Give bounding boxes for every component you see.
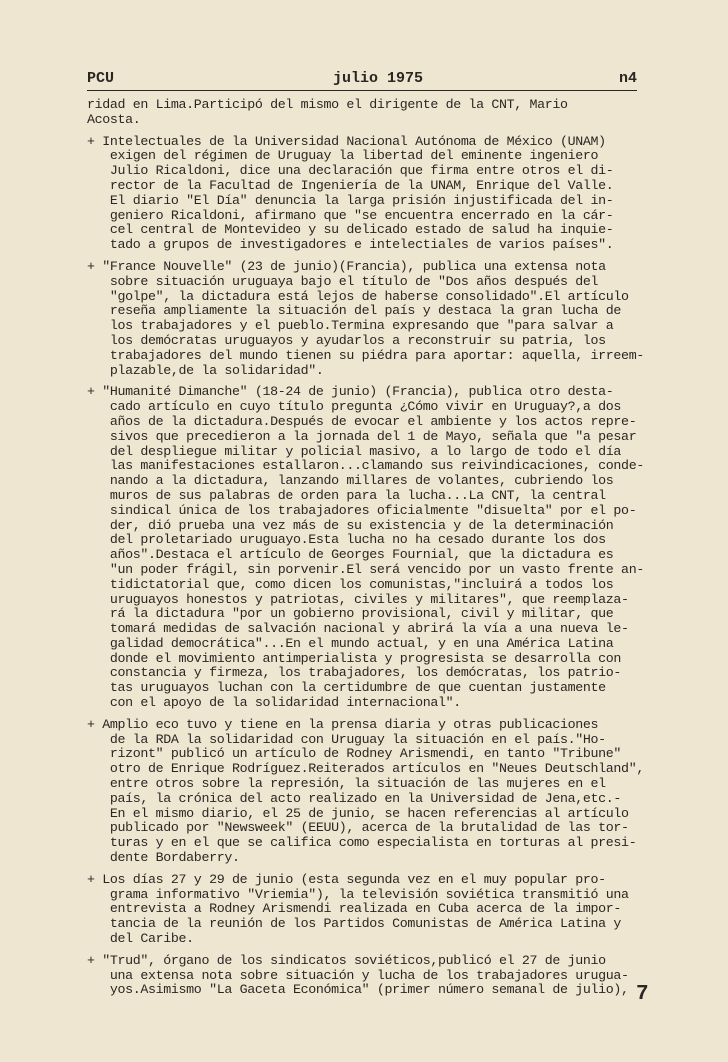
text-line: sobre situación uruguaya bajo el título de "Dos años después del: [87, 273, 599, 289]
news-item: [87, 718, 647, 866]
paragraph-continuation: [87, 98, 647, 128]
news-item: [87, 260, 647, 378]
text-line: reseña ampliamente la situación del país y destaca la gran lucha de: [87, 303, 622, 319]
text-line: + "France Nouvelle" (23 de junio)(Francia), publica una extensa nota: [87, 258, 606, 274]
text-line: cel central de Montevideo y su delicado estado de salud ha inquie-: [87, 222, 614, 238]
text-line: + "Trud", órgano de los sindicatos soviéticos,publicó el 27 de junio: [87, 952, 606, 968]
news-item: [87, 873, 647, 947]
text-line: plazable,de la solidaridad".: [87, 362, 324, 378]
text-line: otro de Enrique Rodríguez.Reiterados artículos en "Neues Deutschland",: [87, 761, 644, 777]
text-line: los demócratas uruguayos y ayudarlos a reconstruir su patria, los: [87, 332, 606, 348]
header-date: julio 1975: [333, 70, 424, 87]
text-line: + Intelectuales de la Universidad Nacional Autónoma de México (UNAM): [87, 133, 606, 149]
text-line: "golpe", la dictadura está lejos de haberse consolidado".El artículo: [87, 288, 629, 304]
text-line: entre otros sobre la represión, la situación de las mujeres en el: [87, 776, 606, 792]
text-line: del Caribe.: [87, 931, 194, 947]
text-line: tomará medidas de salvación nacional y abrirá la vía a una nueva le-: [87, 621, 629, 637]
page-number: 7: [636, 983, 649, 1006]
header-rule: [87, 90, 637, 91]
text-line: galidad democrática"...En el mundo actual, y en una América Latina: [87, 635, 614, 651]
text-line: país, la crónica del acto realizado en la Universidad de Jena,etc.-: [87, 790, 622, 806]
article-body: [87, 98, 647, 998]
news-item: [87, 385, 647, 711]
text-line: muros de sus palabras de orden para la lucha...La CNT, la central: [87, 487, 606, 503]
text-line: tancia de la reunión de los Partidos Comunistas de América Latina y: [87, 916, 622, 932]
text-line: El diario "El Día" denuncia la larga prisión injustificada del in-: [87, 192, 614, 208]
text-line: En el mismo diario, el 25 de junio, se hacen referencias al artículo: [87, 805, 629, 821]
text-line: tado a grupos de investigadores e intelectiales de varios países".: [87, 237, 614, 253]
text-line: tas uruguayos luchan con la certidumbre de que cuentan justamente: [87, 680, 606, 696]
text-line: trabajadores del mundo tienen su piédra para aportar: aquella, irreem-: [87, 347, 644, 363]
page-header: [87, 70, 637, 92]
text-line: "un poder frágil, sin porvenir.El será vencido por un vasto frente an-: [87, 561, 644, 577]
text-line: entrevista a Rodney Arismendi realizada en Cuba acerca de la impor-: [87, 901, 622, 917]
text-line: dente Bordaberry.: [87, 850, 240, 866]
text-line: del proletariado uruguayo.Esta lucha no ha cesado durante los dos: [87, 532, 606, 548]
text-line: publicado por "Newsweek" (EEUU), acerca de la brutalidad de las tor-: [87, 820, 629, 836]
text-line: rá la dictadura "por un gobierno provisional, civil y militar, que: [87, 606, 614, 622]
text-line: exigen del régimen de Uruguay la libertad del eminente ingeniero: [87, 148, 599, 164]
header-publication: PCU: [87, 70, 115, 87]
text-line: + Amplio eco tuvo y tiene en la prensa diaria y otras publicaciones: [87, 716, 599, 732]
text-line: una extensa nota sobre situación y lucha de los trabajadores urugua-: [87, 967, 629, 983]
text-line: los trabajadores y el pueblo.Termina expresando que "para salvar a: [87, 318, 614, 334]
text-line: ridad en Lima.Participó del mismo el dirigente de la CNT, Mario: [87, 97, 568, 112]
text-line: de la RDA la solidaridad con Uruguay la situación en el país."Ho-: [87, 731, 606, 747]
text-line: sindical única de los trabajadores oficialmente "disuelta" por el po-: [87, 502, 637, 518]
text-line: tidictatorial que, como dicen los comunistas,"incluirá a todos los: [87, 576, 614, 592]
text-line: geniero Ricaldoni, afirmano que "se encuentra encerrado en la cár-: [87, 207, 614, 223]
text-line: cado artículo en cuyo título pregunta ¿Cómo vivir en Uruguay?,a dos: [87, 399, 622, 415]
text-line: con el apoyo de la solidaridad internacional".: [87, 695, 461, 711]
text-line: años".Destaca el artículo de Georges Fournial, que la dictadura es: [87, 547, 614, 563]
news-item: [87, 954, 647, 998]
text-line: + Los días 27 y 29 de junio (esta segunda vez en el muy popular pro-: [87, 871, 606, 887]
text-line: años de la dictadura.Después de evocar el ambiente y los actos repre-: [87, 413, 637, 429]
text-line: las manifestaciones estallaron...clamando sus reivindicaciones, conde-: [87, 458, 644, 474]
text-line: der, dió prueba una vez más de su existencia y de la determinación: [87, 517, 614, 533]
news-item: [87, 135, 647, 253]
text-line: grama informativo "Vriemia"), la televisión soviética transmitió una: [87, 886, 629, 902]
text-line: Acosta.: [87, 111, 141, 127]
text-line: donde el movimiento antimperialista y progresista se desarrolla con: [87, 650, 622, 666]
header-issue-number: n4: [618, 70, 637, 87]
text-line: Julio Ricaldoni, dice una declaración que firma entre otros el di-: [87, 163, 614, 179]
text-line: rizont" publicó un artículo de Rodney Arismendi, en tanto "Tribune": [87, 746, 622, 762]
text-line: yos.Asimismo "La Gaceta Económica" (primer número semanal de julio),: [87, 982, 629, 998]
text-line: uruguayos honestos y patriotas, civiles y militares", que reemplaza-: [87, 591, 629, 607]
text-line: nando a la dictadura, lanzando millares de volantes, cubriendo los: [87, 473, 614, 489]
text-line: + "Humanité Dimanche" (18-24 de junio) (Francia), publica otro desta-: [87, 384, 614, 400]
text-line: constancia y firmeza, los trabajadores, los demócratas, los patrio-: [87, 665, 622, 681]
text-line: turas y en el que se califica como especialista en torturas al presi-: [87, 835, 637, 851]
text-line: rector de la Facultad de Ingeniería de la UNAM, Enrique del Valle.: [87, 177, 614, 193]
text-line: del despliegue militar y policial masivo, a lo largo de todo el día: [87, 443, 622, 459]
text-line: sivos que precedieron a la jornada del 1 de Mayo, señala que "a pesar: [87, 428, 637, 444]
